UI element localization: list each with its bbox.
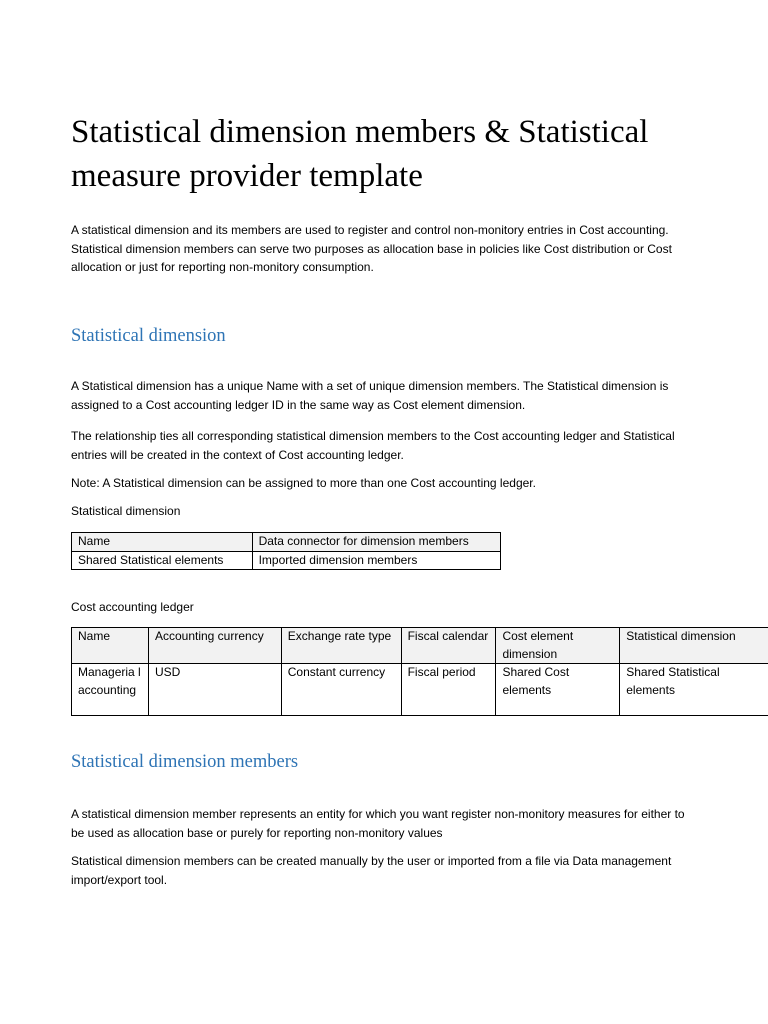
table-header-cell: Cost element dimension [496, 628, 620, 664]
table-header-cell: Exchange rate type [281, 628, 401, 664]
table-header-row [72, 533, 501, 552]
table-header-cell: Name [72, 533, 253, 552]
table-row [72, 664, 768, 716]
table-cell: Fiscal period [401, 664, 496, 716]
section-heading-statistical-dimension: Statistical dimension [71, 326, 226, 346]
table-cell: Manageria l accounting [72, 664, 149, 716]
table2-caption: Cost accounting ledger [71, 600, 194, 614]
document-title: Statistical dimension members & Statistical measure provider template [71, 114, 649, 194]
table-row [72, 551, 501, 570]
table1-caption: Statistical dimension [71, 504, 181, 518]
table-header-cell: Accounting currency [148, 628, 281, 664]
intro-paragraph: A statistical dimension and its members are used to register and control non-monitory entries in Cost accounting. Statistical dimension members can serve two purposes as allocation base in policies like Cost distribution or Cost allocation or just for reporting non-monitory consumption. [71, 223, 672, 274]
section2-paragraph-1: A statistical dimension member represents an entity for which you want register non-monitory measures for either to be used as allocation base or purely for reporting non-monitory values [71, 807, 685, 840]
table-header-cell: Name [72, 628, 149, 664]
section1-note: Note: A Statistical dimension can be assigned to more than one Cost accounting ledger. [71, 476, 536, 490]
table-cell: Shared Statistical elements [620, 664, 768, 716]
table-cell: Imported dimension members [252, 551, 500, 570]
table-header-cell: Fiscal calendar [401, 628, 496, 664]
table-cell: USD [148, 664, 281, 716]
table-header-cell: Data connector for dimension members [252, 533, 500, 552]
section1-paragraph-2: The relationship ties all corresponding statistical dimension members to the Cost accounting ledger and Statistical entries will be created in the context of Cost accounting ledger. [71, 429, 675, 462]
table-cell: Shared Cost elements [496, 664, 620, 716]
table-header-cell: Statistical dimension [620, 628, 768, 664]
table-cell: Shared Statistical elements [72, 551, 253, 570]
cost-accounting-ledger-table [71, 627, 768, 716]
statistical-dimension-table [71, 532, 501, 570]
section1-paragraph-1: A Statistical dimension has a unique Name with a set of unique dimension members. The Statistical dimension is assigned to a Cost accounting ledger ID in the same way as Cost element dimension. [71, 379, 669, 412]
table-cell: Constant currency [281, 664, 401, 716]
section-heading-statistical-dimension-members: Statistical dimension members [71, 752, 299, 772]
section2-paragraph-2: Statistical dimension members can be created manually by the user or imported from a file via Data management import/export tool. [71, 854, 672, 887]
table-header-row [72, 628, 768, 664]
